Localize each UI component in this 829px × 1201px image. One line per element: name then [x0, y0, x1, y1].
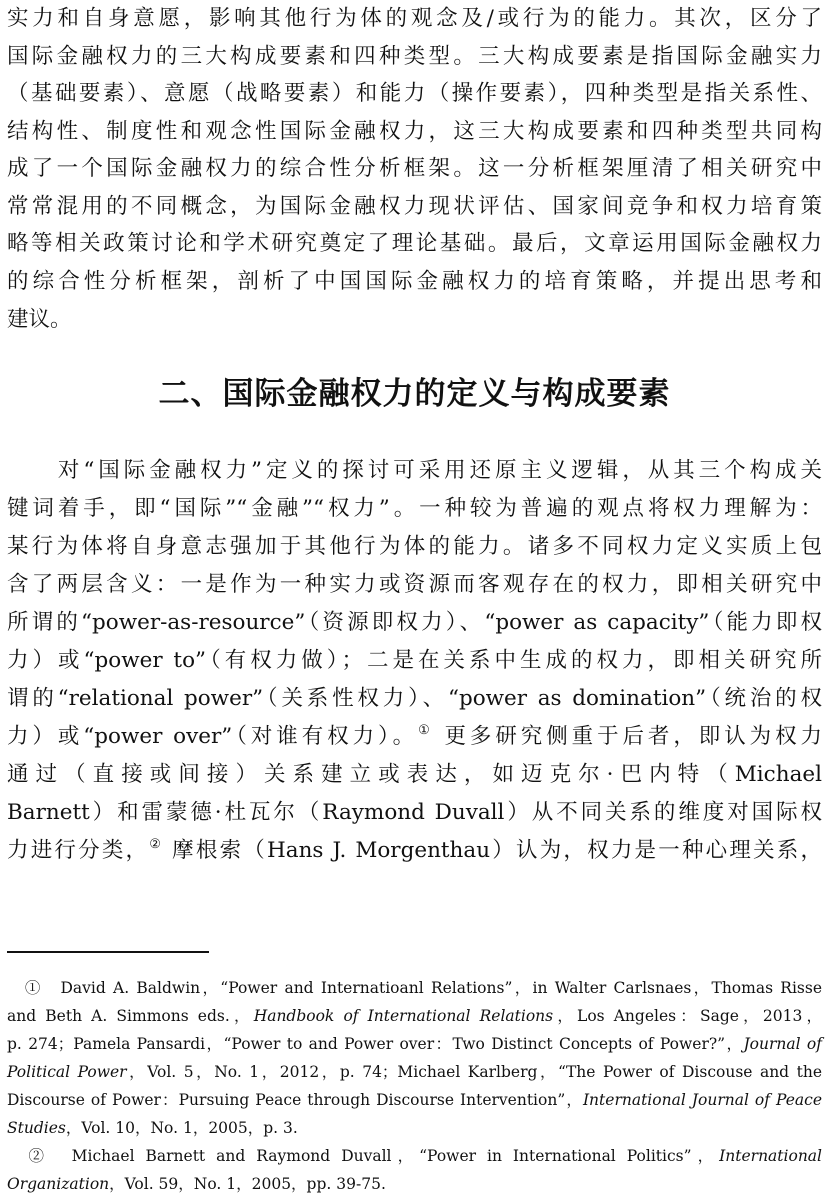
- footnote-book-title: Handbook of International Relations: [253, 1007, 554, 1025]
- footnote-text: ，Vol. 10，No. 1，2005，p. 3.: [65, 1119, 298, 1137]
- footnote-journal-title: Organization: [7, 1175, 110, 1193]
- body-text: 摩根索（Hans J. Morgenthau）认为，权力是一种心理关系，: [163, 838, 822, 863]
- footnote-separator: [7, 951, 209, 953]
- footnote-journal-title: International Journal of Peace: [582, 1091, 823, 1109]
- body-line: 通过（直接或间接）关系建立或表达，如迈克尔·巴内特（Michael: [7, 762, 822, 787]
- body-text: 力）或“power over”（对谁有权力）。: [7, 724, 419, 749]
- body-line: Barnett）和雷蒙德·杜瓦尔（Raymond Duvall）从不同关系的维度对国际权: [7, 800, 822, 825]
- footnote-line: [7, 1086, 822, 1114]
- footnote-text: ，Vol. 5，No. 1，2012，p. 74；Michael Karlberg，“The Power of Discouse and the: [126, 1063, 822, 1081]
- footnote-line: [7, 1170, 822, 1198]
- body-line: 谓的“relational power”（关系性权力）、“power as domination”（统治的权: [7, 686, 822, 711]
- body-text: 更多研究侧重于后者，即认为权力: [433, 724, 823, 749]
- intro-line: 成了一个国际金融权力的综合性分析框架。这一分析框架厘清了相关研究中: [7, 156, 822, 181]
- intro-line: 略等相关政策讨论和学术研究奠定了理论基础。最后，文章运用国际金融权力: [7, 231, 822, 256]
- body-line: 键词着手，即“国际”“金融”“权力”。一种较为普遍的观点将权力理解为：: [7, 496, 822, 521]
- section-heading: 二、国际金融权力的定义与构成要素: [158, 376, 671, 412]
- intro-line: （基础要素）、意愿（战略要素）和能力（操作要素），四种类型是指关系性、: [7, 81, 822, 106]
- intro-line: 实力和自身意愿，影响其他行为体的观念及/或行为的能力。其次，区分了: [7, 6, 822, 31]
- footnote-line: [7, 1142, 822, 1170]
- body-line: 含了两层含义：一是作为一种实力或资源而客观存在的权力，即相关研究中: [7, 572, 822, 597]
- footnote-journal-title: Studies: [7, 1119, 66, 1137]
- footnote-text: ，Los Angeles：Sage，2013，: [553, 1007, 823, 1025]
- intro-line: 建议。: [7, 307, 72, 332]
- footnote-text: Discourse of Power：Pursuing Peace through Discourse Intervention”，: [7, 1091, 583, 1109]
- footnote-text: ② Michael Barnett and Raymond Duvall，“Power in International Politics”，: [7, 1147, 720, 1165]
- footnote-line: [7, 1030, 822, 1058]
- body-line: [7, 722, 822, 752]
- footnote-ref-1[interactable]: ①: [418, 723, 434, 738]
- footnote-text: and Beth A. Simmons eds.，: [7, 1007, 254, 1025]
- footnote-journal-title: Journal of: [743, 1035, 822, 1053]
- footnote-journal-title: Political Power: [7, 1063, 127, 1081]
- footnote-line: [7, 1114, 822, 1142]
- body-line: 某行为体将自身意志强加于其他行为体的能力。诸多不同权力定义实质上包: [7, 534, 822, 559]
- footnote-text: ，Vol. 59，No. 1，2005，pp. 39-75.: [109, 1175, 386, 1193]
- footnote-line: ① David A. Baldwin，“Power and Internatioanl Relations”，in Walter Carlsnaes，Thomas Risse: [7, 979, 822, 997]
- body-line: [7, 836, 822, 866]
- intro-line: 的综合性分析框架，剖析了中国国际金融权力的培育策略，并提出思考和: [7, 269, 822, 294]
- footnote-journal-title: International: [719, 1147, 822, 1165]
- footnote-text: p. 274；Pamela Pansardi，“Power to and Power over：Two Distinct Concepts of Power?”，: [7, 1035, 744, 1053]
- body-text: 力进行分类，: [7, 838, 150, 863]
- body-line: 对“国际金融权力”定义的探讨可采用还原主义逻辑，从其三个构成关: [7, 458, 822, 483]
- footnote-ref-2[interactable]: ②: [149, 837, 164, 852]
- body-line: 力）或“power to”（有权力做）；二是在关系中生成的权力，即相关研究所: [7, 648, 822, 673]
- footnote-line: [7, 1058, 822, 1086]
- footnote-line: [7, 1002, 822, 1030]
- intro-line: 国际金融权力的三大构成要素和四种类型。三大构成要素是指国际金融实力: [7, 44, 822, 69]
- intro-line: 结构性、制度性和观念性国际金融权力，这三大构成要素和四种类型共同构: [7, 119, 822, 144]
- body-line: 所谓的“power-as-resource”（资源即权力）、“power as capacity”（能力即权: [7, 610, 822, 635]
- intro-line: 常常混用的不同概念，为国际金融权力现状评估、国家间竞争和权力培育策: [7, 194, 822, 219]
